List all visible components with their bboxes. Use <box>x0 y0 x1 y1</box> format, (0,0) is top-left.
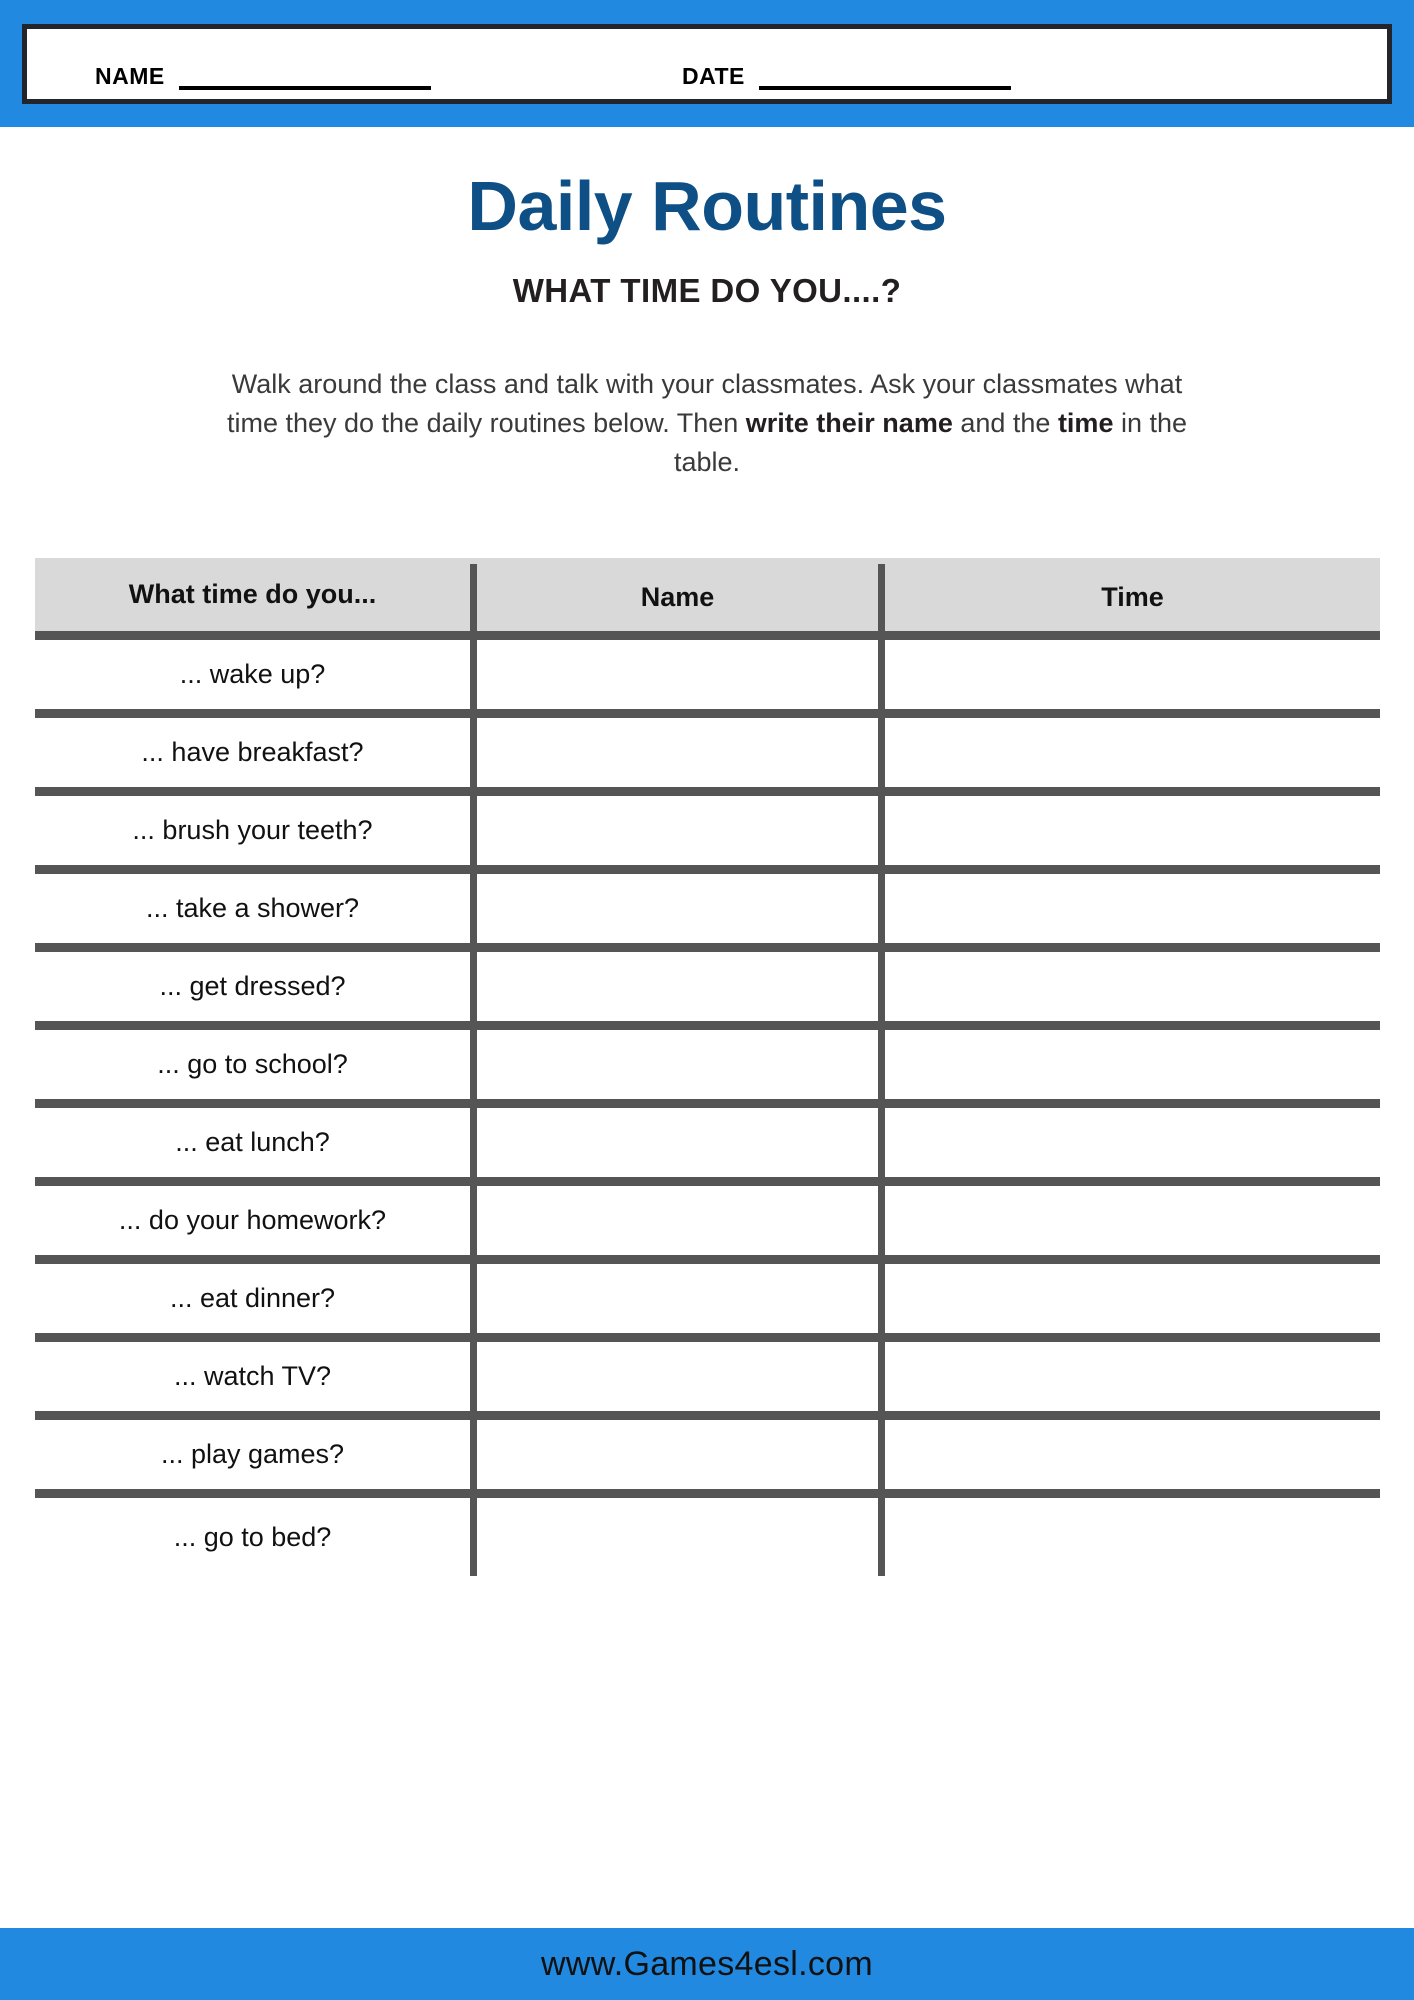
instructions-paragraph <box>207 365 1207 482</box>
name-date-box <box>22 24 1392 104</box>
date-label: DATE <box>682 63 745 89</box>
routine-prompt-cell: ... eat dinner? <box>169 1283 336 1313</box>
time-answer-cell[interactable] <box>878 796 1380 865</box>
column-header-prompt: What time do you... <box>128 579 377 609</box>
instructions-bold-name: write their name <box>745 408 953 439</box>
routine-prompt-cell: ... take a shower? <box>145 893 360 923</box>
top-banner <box>0 0 1414 127</box>
name-label: NAME <box>95 63 165 89</box>
instructions-bold-time: time <box>1057 408 1114 439</box>
table-row <box>35 640 1380 718</box>
name-answer-cell[interactable] <box>470 874 878 943</box>
instructions-part1: Walk around the class and talk with your classmates. Ask your classmates what time they do the daily routines below. Then <box>226 369 1183 439</box>
footer-url: www.Games4esl.com <box>541 1944 873 1983</box>
footer-banner <box>0 1928 1414 2000</box>
table-body <box>35 640 1380 1576</box>
table-row <box>35 1342 1380 1420</box>
routine-prompt-cell: ... go to school? <box>157 1049 348 1079</box>
name-answer-cell[interactable] <box>470 718 878 787</box>
time-answer-cell[interactable] <box>878 1108 1380 1177</box>
routine-prompt-cell: ... wake up? <box>179 659 326 689</box>
name-answer-cell[interactable] <box>470 952 878 1021</box>
routine-prompt-cell: ... eat lunch? <box>175 1127 330 1157</box>
column-header-time: Time <box>878 564 1380 631</box>
table-row <box>35 1420 1380 1498</box>
name-answer-cell[interactable] <box>470 1264 878 1333</box>
name-answer-cell[interactable] <box>470 1186 878 1255</box>
table-row <box>35 796 1380 874</box>
time-answer-cell[interactable] <box>878 718 1380 787</box>
date-field-group <box>682 65 1011 90</box>
routines-table <box>35 558 1380 1576</box>
table-row <box>35 952 1380 1030</box>
name-answer-cell[interactable] <box>470 1420 878 1489</box>
routine-prompt-cell: ... play games? <box>160 1439 345 1469</box>
table-row <box>35 1186 1380 1264</box>
name-answer-cell[interactable] <box>470 1108 878 1177</box>
time-answer-cell[interactable] <box>878 1186 1380 1255</box>
instructions-part2: and the <box>952 408 1058 439</box>
name-answer-cell[interactable] <box>470 640 878 709</box>
routine-prompt-cell: ... get dressed? <box>159 971 346 1001</box>
table-row <box>35 1498 1380 1576</box>
time-answer-cell[interactable] <box>878 640 1380 709</box>
table-row <box>35 1264 1380 1342</box>
name-answer-cell[interactable] <box>470 1030 878 1099</box>
routine-prompt-cell: ... go to bed? <box>173 1521 332 1552</box>
table-row <box>35 718 1380 796</box>
routine-prompt-cell: ... do your homework? <box>118 1205 387 1235</box>
time-answer-cell[interactable] <box>878 1264 1380 1333</box>
page-title: Daily Routines <box>467 167 947 245</box>
time-answer-cell[interactable] <box>878 1030 1380 1099</box>
name-field-group <box>95 65 431 90</box>
column-header-name: Name <box>470 564 878 631</box>
routine-prompt-cell: ... have breakfast? <box>141 737 364 767</box>
time-answer-cell[interactable] <box>878 1420 1380 1489</box>
page-subtitle: WHAT TIME DO YOU....? <box>512 272 902 309</box>
table-row <box>35 1030 1380 1108</box>
table-header-row <box>35 558 1380 640</box>
routine-prompt-cell: ... brush your teeth? <box>132 815 373 845</box>
instructions-part3: in the table. <box>673 408 1188 478</box>
time-answer-cell[interactable] <box>878 952 1380 1021</box>
name-answer-cell[interactable] <box>470 796 878 865</box>
name-input-line[interactable] <box>179 86 431 90</box>
time-answer-cell[interactable] <box>878 1498 1380 1576</box>
time-answer-cell[interactable] <box>878 1342 1380 1411</box>
table-row <box>35 874 1380 952</box>
name-answer-cell[interactable] <box>470 1342 878 1411</box>
table-row <box>35 1108 1380 1186</box>
routine-prompt-cell: ... watch TV? <box>173 1361 332 1391</box>
name-answer-cell[interactable] <box>470 1498 878 1576</box>
date-input-line[interactable] <box>759 86 1011 90</box>
time-answer-cell[interactable] <box>878 874 1380 943</box>
